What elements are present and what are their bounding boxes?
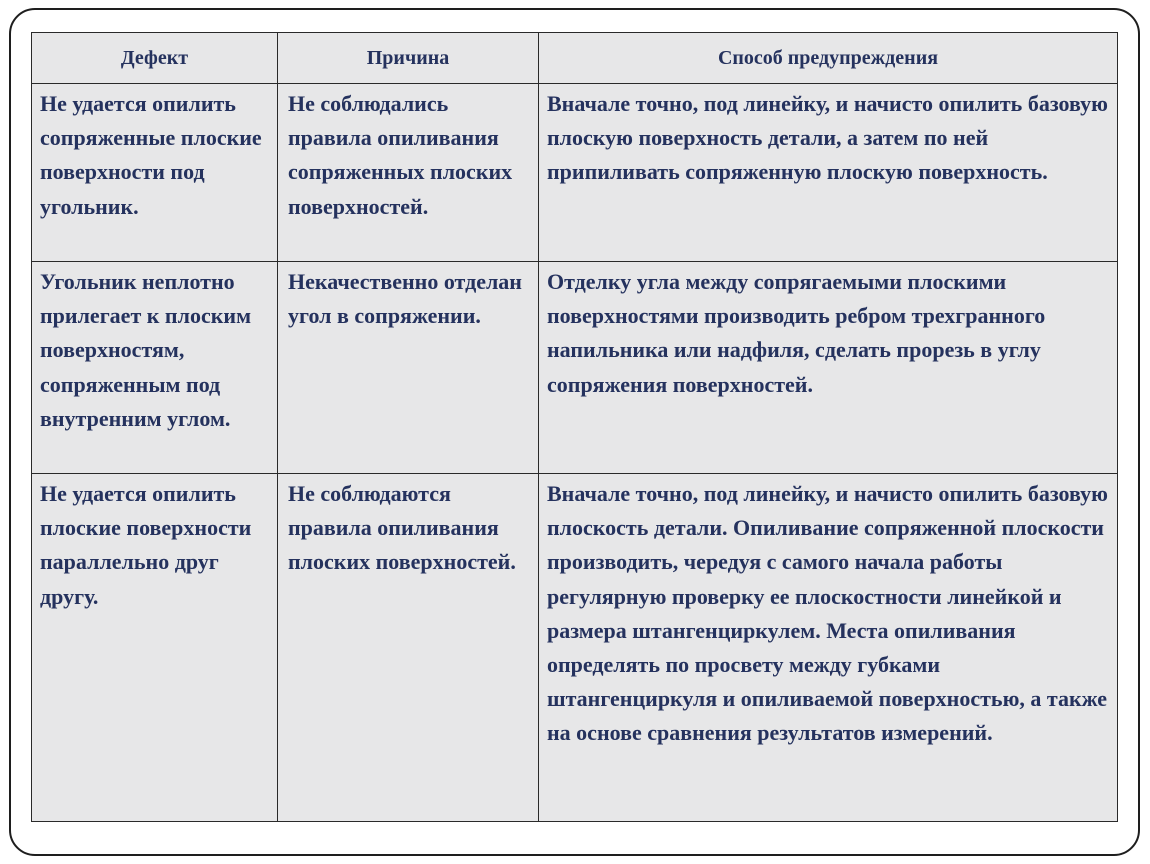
prevention-cell bbox=[539, 474, 1118, 822]
prevention-text: Вначале точно, под линейку, и начисто опилить базовую плоскость детали. Опиливание сопряженной плоскости производить, чередуя с самого начала работы регулярную проверку ее плоскостности линейкой и размера штангенциркулем. Места опиливания определять по просвету между губками штангенциркуля и опиливаемой поверхностью, а также на основе сравнения результатов измерений. bbox=[547, 481, 1108, 746]
cause-text: Некачественно отделан угол в сопряжении. bbox=[288, 269, 522, 329]
defects-table bbox=[31, 32, 1118, 822]
prevention-cell bbox=[539, 84, 1118, 262]
table-row bbox=[32, 84, 1118, 262]
defect-text: Угольник неплотно прилегает к плоским поверхностям, сопряженным под внутренним углом. bbox=[40, 269, 252, 431]
table-row bbox=[32, 262, 1118, 474]
cause-text: Не соблюдались правила опиливания сопряженных плоских поверхностей. bbox=[288, 91, 513, 219]
header-prevention: Способ предупреждения bbox=[539, 33, 1118, 84]
defect-text: Не удается опилить сопряженные плоские поверхности под угольник. bbox=[40, 91, 262, 219]
defect-cell bbox=[32, 84, 278, 262]
prevention-cell bbox=[539, 262, 1118, 474]
table-row bbox=[32, 474, 1118, 822]
prevention-text: Отделку угла между сопрягаемыми плоскими поверхностями производить ребром трехгранного напильника или надфиля, сделать прорезь в углу сопряжения поверхностей. bbox=[547, 269, 1046, 397]
header-cause: Причина bbox=[278, 33, 539, 84]
table-header-row bbox=[32, 33, 1118, 84]
cause-text: Не соблюдаются правила опиливания плоских поверхностей. bbox=[288, 481, 516, 575]
header-defect: Дефект bbox=[32, 33, 278, 84]
defect-cell bbox=[32, 262, 278, 474]
cause-cell bbox=[278, 474, 539, 822]
prevention-text: Вначале точно, под линейку, и начисто опилить базовую плоскую поверхность детали, а затем по ней припиливать сопряженную плоскую поверхность. bbox=[547, 91, 1108, 185]
defect-cell bbox=[32, 474, 278, 822]
cause-cell bbox=[278, 262, 539, 474]
cause-cell bbox=[278, 84, 539, 262]
defect-text: Не удается опилить плоские поверхности параллельно друг другу. bbox=[40, 481, 252, 609]
